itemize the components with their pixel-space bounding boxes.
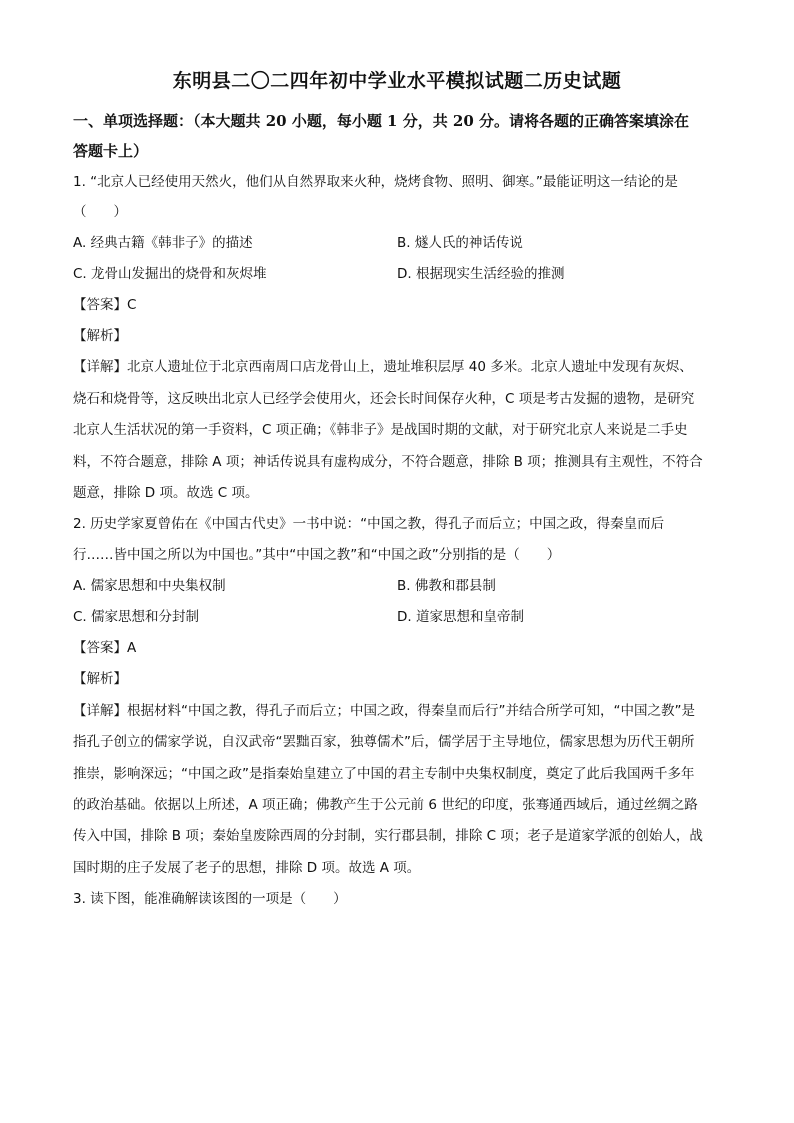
q1-answer: 【答案】C <box>73 297 137 313</box>
q1-detail-line: 【详解】北京人遗址位于北京西南周口店龙骨山上，遗址堆积层厚 40 多米。北京人遗址中发现有灰烬、 <box>73 359 693 375</box>
q1-option-a: A. 经典古籍《韩非子》的描述 <box>73 235 253 251</box>
q2-stem-line2: 行……皆中国之所以为中国也。”其中“中国之教”和“中国之政”分别指的是（ ） <box>73 547 561 563</box>
q2-detail-line: 推崇，影响深远；“中国之政”是指秦始皇建立了中国的君主专制中央集权制度，奠定了此后我国两千多年 <box>73 766 695 782</box>
q1-detail-line: 题意，排除 D 项。故选 C 项。 <box>73 485 259 501</box>
section-heading <box>73 106 733 166</box>
q2-option-b: B. 佛教和郡县制 <box>397 578 496 594</box>
q1-detail-line: 料，不符合题意，排除 A 项；神话传说具有虚构成分，不符合题意，排除 B 项；推测具有主观性，不符合 <box>73 454 703 470</box>
q2-detail-line: 的政治基础。依据以上所述，A 项正确；佛教产生于公元前 6 世纪的印度，张骞通西域后，通过丝绸之路 <box>73 797 698 813</box>
q2-analysis-label: 【解析】 <box>73 671 127 687</box>
q2-answer: 【答案】A <box>73 640 137 656</box>
q1-detail-line: 烧石和烧骨等，这反映出北京人已经学会使用火，还会长时间保存火种，C 项是考古发掘的遗物，是研究 <box>73 391 695 407</box>
q3-stem-line1: 3. 读下图，能准确解读该图的一项是（ ） <box>73 891 347 907</box>
q2-option-d: D. 道家思想和皇帝制 <box>397 609 524 625</box>
q1-option-d: D. 根据现实生活经验的推测 <box>397 266 565 282</box>
q2-detail-line: 传入中国，排除 B 项；秦始皇废除西周的分封制，实行郡县制，排除 C 项；老子是道家学派的创始人，战 <box>73 828 703 844</box>
q1-option-c: C. 龙骨山发掘出的烧骨和灰烬堆 <box>73 266 267 282</box>
q1-stem-line1: 1. “北京人已经使用天然火，他们从自然界取来火种，烧烤食物、照明、御寒。”最能证明这一结论的是 <box>73 174 678 190</box>
q2-detail-line: 国时期的庄子发展了老子的思想，排除 D 项。故选 A 项。 <box>73 860 421 876</box>
page-title: 东明县二〇二四年初中学业水平模拟试题二历史试题 <box>172 70 622 92</box>
section-heading-line1: 一、单项选择题：（本大题共 20 小题，每小题 1 分，共 20 分。请将各题的正确答案填涂在 <box>73 112 690 130</box>
q1-analysis-label: 【解析】 <box>73 328 127 344</box>
q2-detail-line: 指孔子创立的儒家学说，自汉武帝“罢黜百家，独尊儒术”后，儒学居于主导地位，儒家思想为历代王朝所 <box>73 734 695 750</box>
q2-option-c: C. 儒家思想和分封制 <box>73 609 200 625</box>
q1-option-b: B. 燧人氏的神话传说 <box>397 235 523 251</box>
q2-option-a: A. 儒家思想和中央集权制 <box>73 578 226 594</box>
q2-stem-line1: 2. 历史学家夏曾佑在《中国古代史》一书中说：“中国之教，得孔子而后立；中国之政，得秦皇而后 <box>73 516 665 532</box>
q1-detail-line: 北京人生活状况的第一手资料，C 项正确；《韩非子》是战国时期的文献，对于研究北京人来说是二手史 <box>73 422 688 438</box>
q2-detail-line: 【详解】根据材料“中国之教，得孔子而后立；中国之政，得秦皇而后行”并结合所学可知，“中国之教”是 <box>73 703 695 719</box>
q1-stem-line2: （ ） <box>73 204 127 220</box>
section-heading-line2: 答题卡上） <box>73 142 149 160</box>
